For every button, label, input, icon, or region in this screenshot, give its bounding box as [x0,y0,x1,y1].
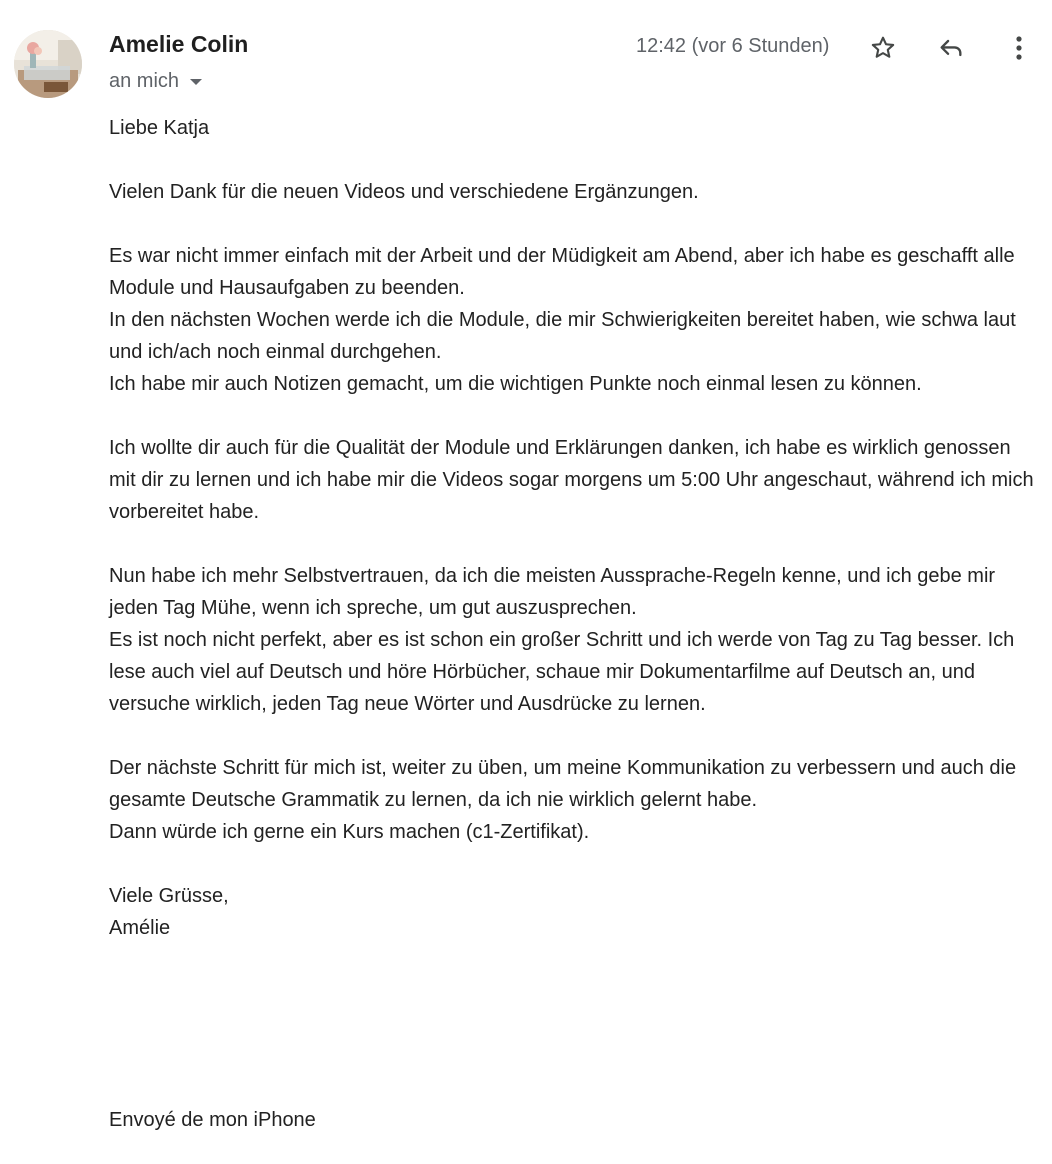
paragraph-2-line-3: Ich habe mir auch Notizen gemacht, um die wichtigen Punkte noch einmal lesen zu können. [109,373,922,395]
avatar[interactable] [14,30,82,98]
message-body [109,112,1039,944]
paragraph-4-line-1: Nun habe ich mehr Selbstvertrauen, da ich die meisten Aussprache-Regeln kenne, und ich gebe mir jeden Tag Mühe, wenn ich spreche, um gut auszusprechen. [109,565,996,619]
recipient-label: an mich [109,69,180,92]
reply-icon [937,34,965,62]
caret-down-icon [190,79,202,85]
paragraph-4-line-2: Es ist noch nicht perfekt, aber es ist schon ein großer Schritt und ich werde von Tag zu Tag besser. Ich lese auch viel auf Deutsch und höre Hörbücher, schaue mir Dokumentarfilme auf Deutsch an, und versuche wirklich, jeden Tag neue Wörter und Ausdrücke zu lernen. [109,629,1015,715]
paragraph-2-line-2: In den nächsten Wochen werde ich die Module, die mir Schwierigkeiten bereitet haben, wie schwa laut und ich/ach noch einmal durchgehen. [109,309,1016,363]
sender-name: Amelie Colin [109,31,249,57]
star-icon [869,34,897,62]
paragraph-3: Ich wollte dir auch für die Qualität der Module und Erklärungen danken, ich habe es wirklich genossen mit dir zu lernen und ich habe mir die Videos sogar morgens um 5:00 Uhr angeschaut, während ich mich vorbereitet habe. [109,437,1034,523]
signoff-name: Amélie [109,917,171,939]
reply-button[interactable] [933,30,969,66]
greeting: Liebe Katja [109,117,210,139]
paragraph-5-line-2: Dann würde ich gerne ein Kurs machen (c1-Zertifikat). [109,821,590,843]
recipient-details-toggle[interactable] [109,69,202,93]
more-vert-icon [1015,35,1023,61]
device-signature: Envoyé de mon iPhone [109,1109,316,1131]
star-button[interactable] [865,30,901,66]
closing: Viele Grüsse, [109,885,229,907]
more-options-button[interactable] [1001,30,1037,66]
paragraph-1: Vielen Dank für die neuen Videos und verschiedene Ergänzungen. [109,181,699,203]
paragraph-5-line-1: Der nächste Schritt für mich ist, weiter zu üben, um meine Kommunikation zu verbessern und auch die gesamte Deutsche Grammatik zu lernen, da ich nie wirklich gelernt habe. [109,757,1017,811]
message-timestamp: 12:42 (vor 6 Stunden) [636,35,830,57]
avatar-photo [14,30,82,98]
paragraph-2-line-1: Es war nicht immer einfach mit der Arbeit und der Müdigkeit am Abend, aber ich habe es geschafft alle Module und Hausaufgaben zu beenden. [109,245,1015,299]
